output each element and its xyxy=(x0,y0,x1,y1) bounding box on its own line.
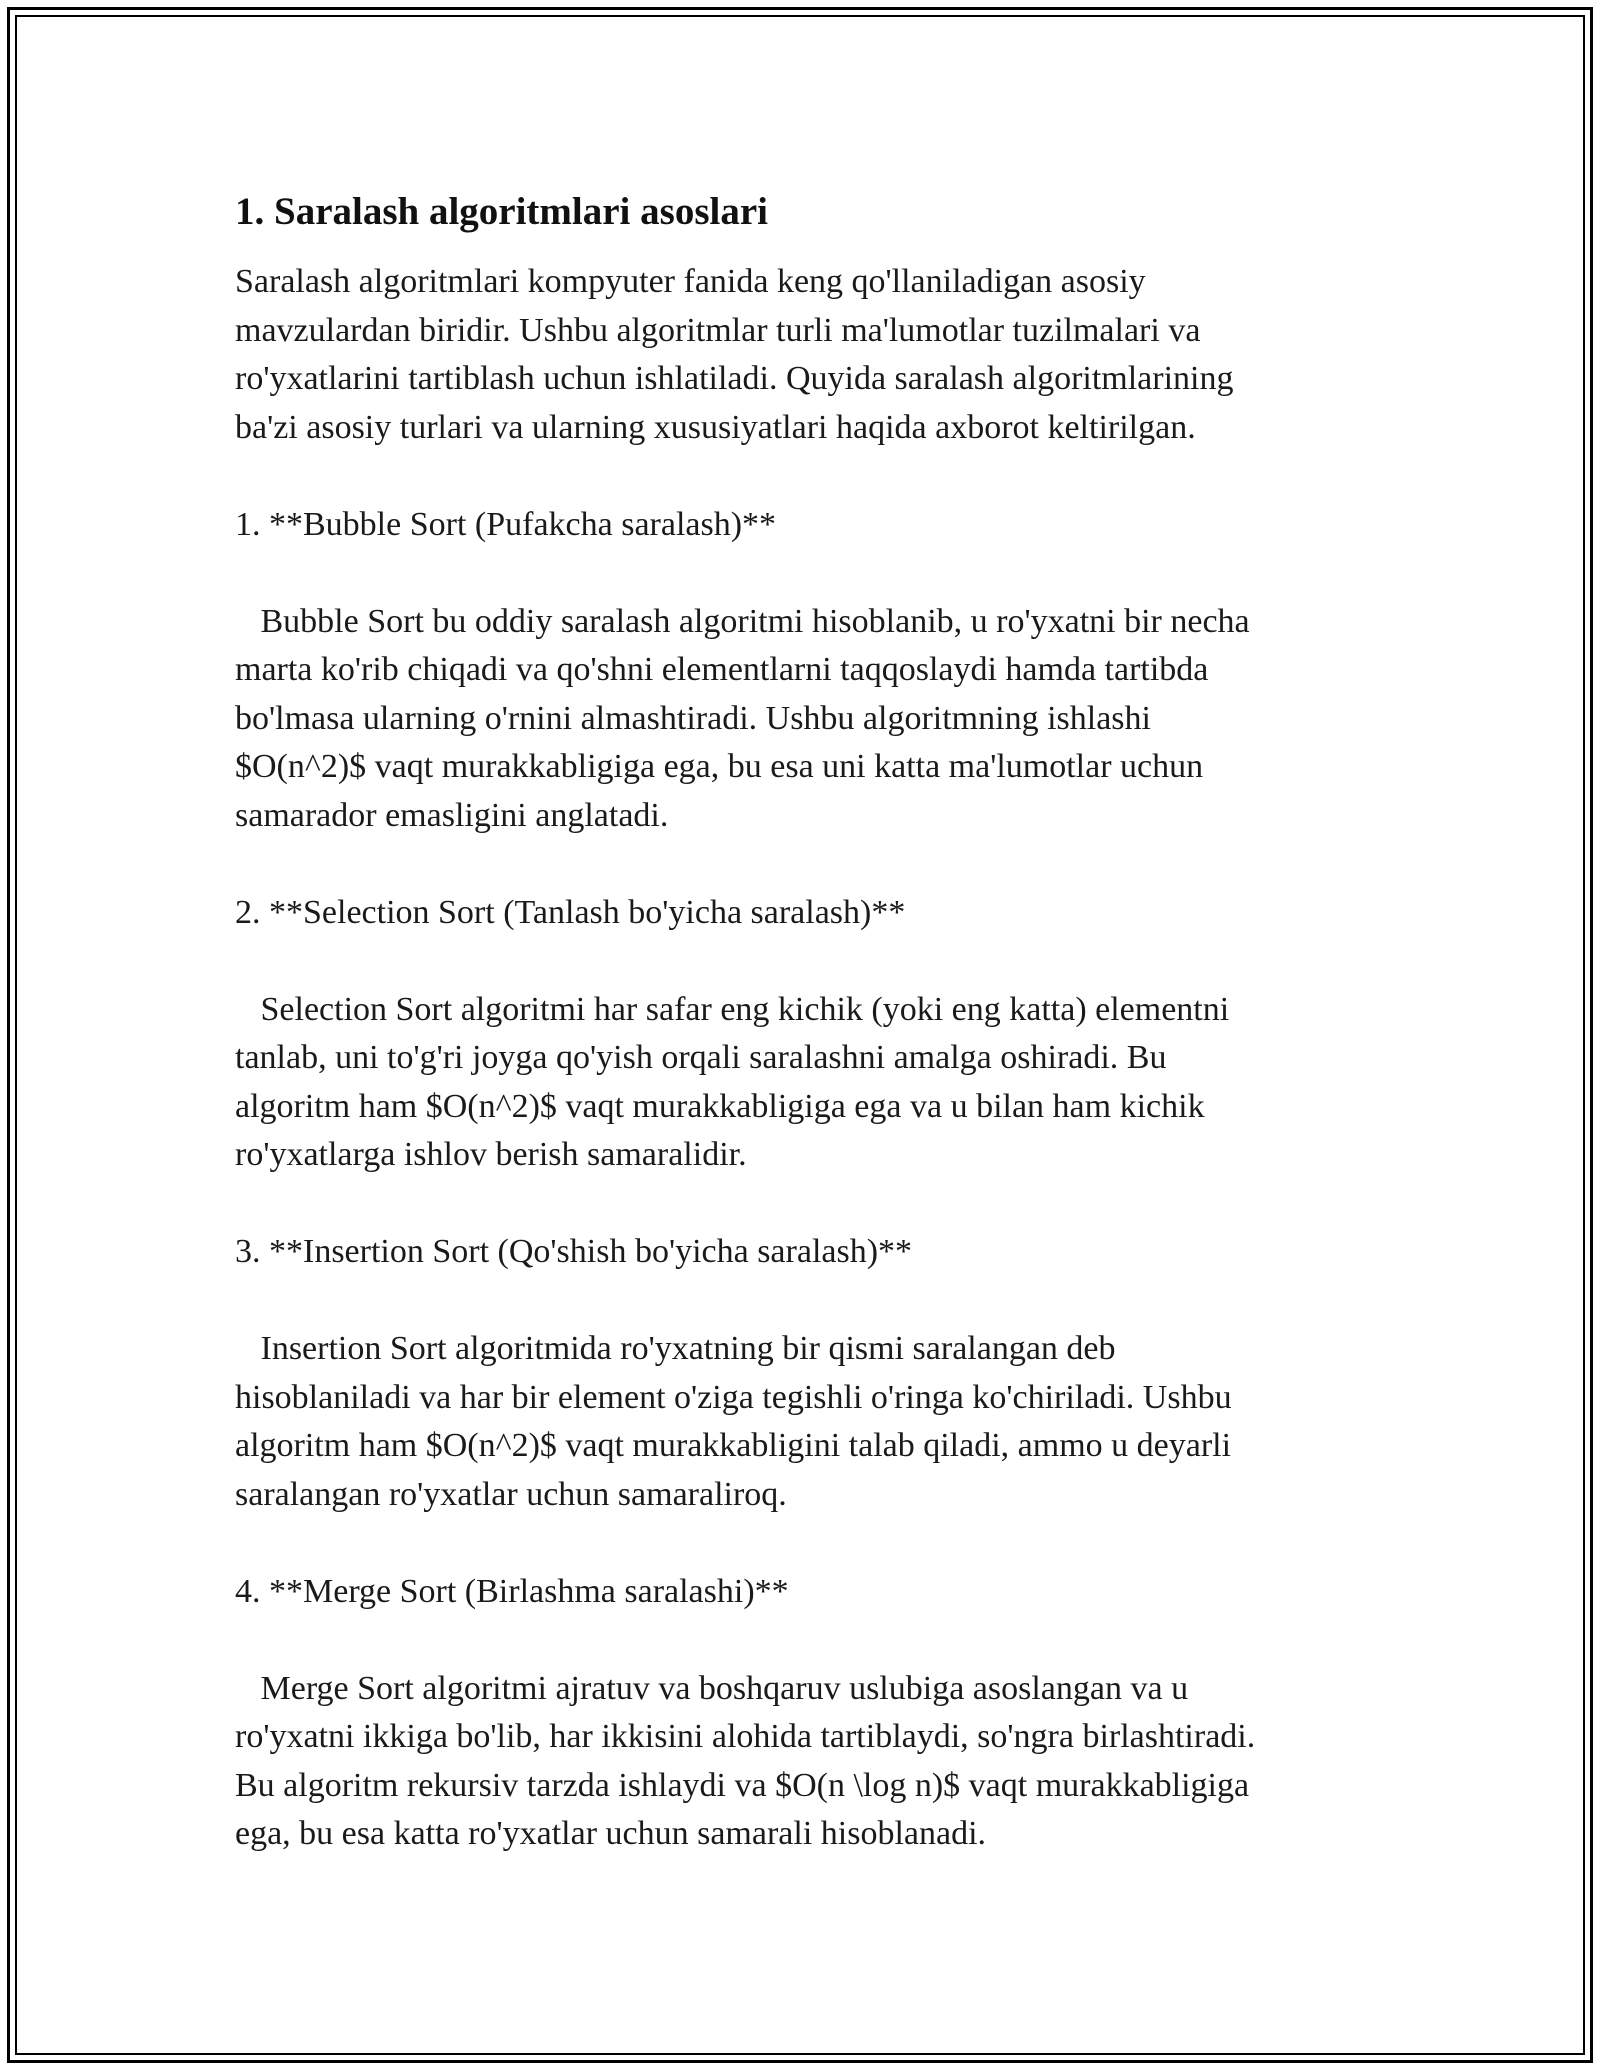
selection-sort-description: Selection Sort algoritmi har safar eng kichik (yoki eng katta) elementni tanlab, uni to'g'ri joyga qo'yish orqali saralashni amalga oshiradi. Bu algoritm ham $O(n^2)$ vaqt murakkabligiga ega va u bilan ham kichik ro'yxatlarga ishlov berish samaralidir. xyxy=(235,990,1230,1173)
bubble-sort-description: Bubble Sort bu oddiy saralash algoritmi hisoblanib, u ro'yxatni bir necha marta ko'rib chiqadi va qo'shni elementlarni taqqoslaydi hamda tartibda bo'lmasa ularning o'rnini almashtiradi. Ushbu algoritmning ishlashi $O(n^2)$ vaqt murakkabligiga ega, bu esa uni katta ma'lumotlar uchun samarador emasligini anglatadi. xyxy=(235,602,1250,834)
merge-sort-description: Merge Sort algoritmi ajratuv va boshqaruv uslubiga asoslangan va u ro'yxatni ikkiga bo'lib, har ikkisini alohida tartiblaydi, so'ngra birlashtiradi. Bu algoritm rekursiv tarzda ishlaydi va $O(n \log n)$ vaqt murakkabligiga ega, bu esa katta ro'yxatlar uchun samarali hisoblanadi. xyxy=(235,1669,1256,1852)
selection-sort-title: 2. **Selection Sort (Tanlash bo'yicha saralash)** xyxy=(235,893,906,931)
intro-paragraph: Saralash algoritmlari kompyuter fanida keng qo'llaniladigan asosiy mavzulardan biridir. Ushbu algoritmlar turli ma'lumotlar tuzilmalari va ro'yxatlarini tartiblash uchun ishlatiladi. Quyida saralash algoritmlarining ba'zi asosiy turlari va ularning xususiyatlari haqida axborot keltirilgan. xyxy=(235,263,1234,446)
section-heading: 1. Saralash algoritmlari asoslari xyxy=(235,190,768,233)
document-body xyxy=(235,186,1360,1859)
insertion-sort-title: 3. **Insertion Sort (Qo'shish bo'yicha saralash)** xyxy=(235,1233,913,1270)
bubble-sort-title: 1. **Bubble Sort (Pufakcha saralash)** xyxy=(235,505,777,543)
insertion-sort-description: Insertion Sort algoritmida ro'yxatning bir qismi saralangan deb hisoblaniladi va har bir element o'ziga tegishli o'ringa ko'chiriladi. Ushbu algoritm ham $O(n^2)$ vaqt murakkabligini talab qiladi, ammo u deyarli saralangan ro'yxatlar uchun samaraliroq. xyxy=(235,1330,1232,1513)
merge-sort-title: 4. **Merge Sort (Birlashma saralashi)** xyxy=(235,1572,789,1610)
